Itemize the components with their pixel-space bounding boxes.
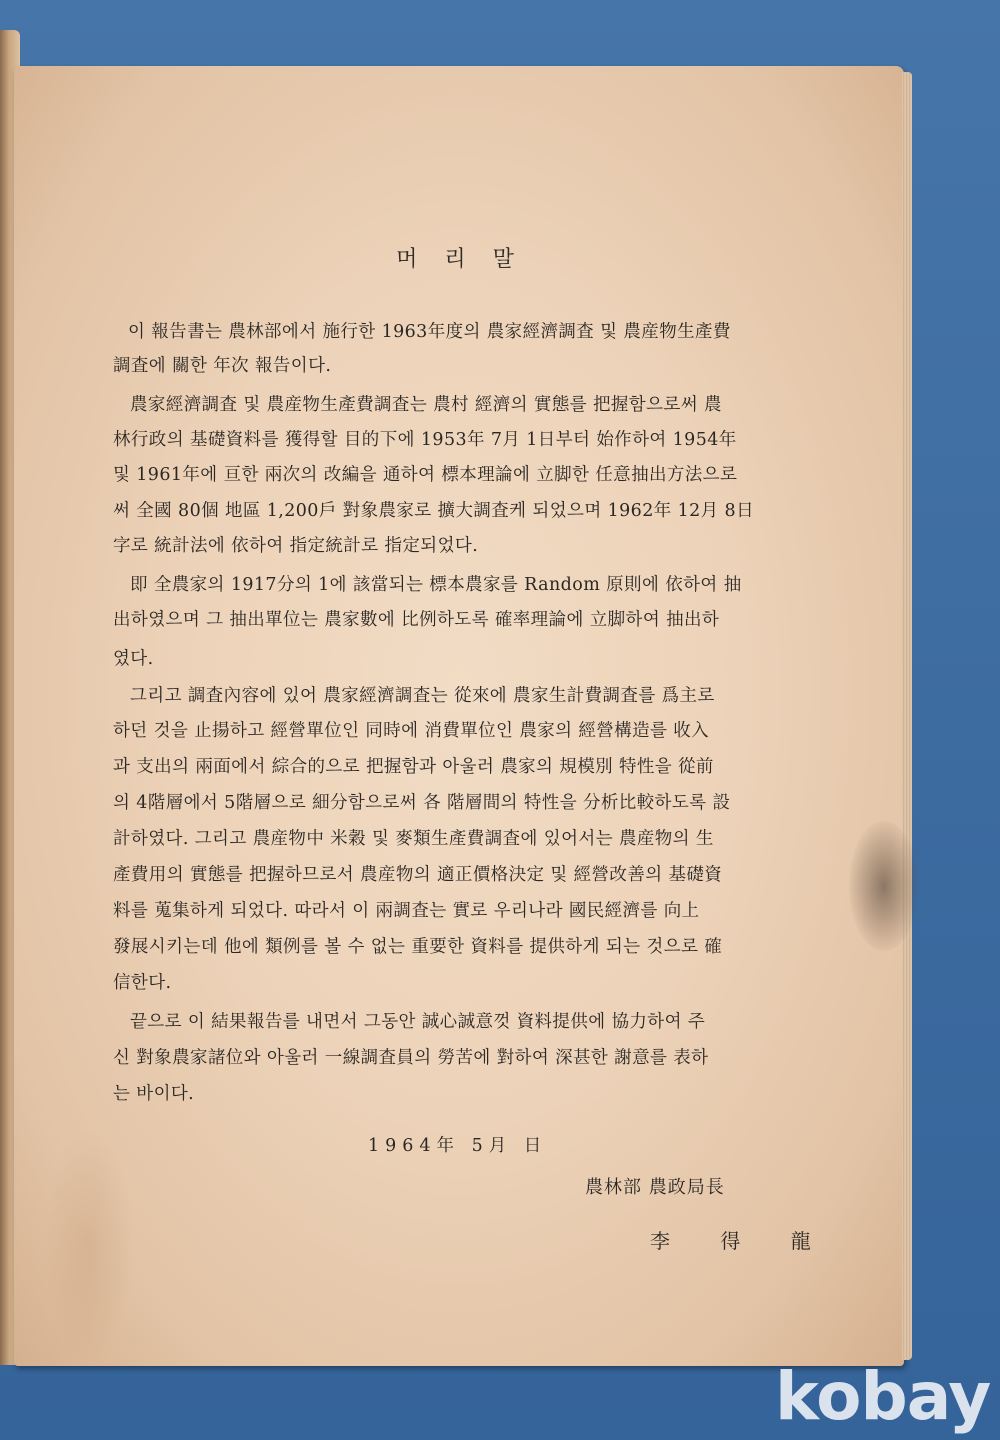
page-heading: 머 리 말 — [396, 247, 524, 272]
body-line: 그리고 調査內容에 있어 農家經濟調査는 從來에 農家生計費調査를 爲主로 — [130, 686, 715, 706]
body-line: 農家經濟調査 및 農産物生產費調査는 農村 經濟의 實態를 把握함으로써 農 — [130, 395, 722, 415]
office-title: 農林部 農政局長 — [585, 1177, 725, 1198]
body-line: 였다. — [113, 649, 154, 669]
body-line: 과 支出의 兩面에서 綜合的으로 把握함과 아울러 農家의 規模別 特性을 從前 — [113, 757, 714, 777]
body-line: 써 全國 80個 地區 1,200戶 對象農家로 擴大調査케 되었으며 1962年 12月 8日 — [113, 501, 754, 521]
body-line: 는 바이다. — [113, 1084, 195, 1104]
body-line: 調査에 關한 年次 報告이다. — [113, 356, 332, 376]
body-line: 하던 것을 止揚하고 經營單位인 同時에 消費單位인 農家의 經營構造를 收入 — [113, 721, 710, 741]
body-line: 出하였으며 그 抽出單位는 農家數에 比例하도록 確率理論에 立脚하여 抽出하 — [113, 610, 720, 630]
body-line: 의 4階層에서 5階層으로 細分함으로써 各 階層間의 特性을 分析比較하도록 設 — [113, 793, 731, 813]
date-line: 1964年 5月 日 — [368, 1136, 548, 1156]
kobay-watermark: kobay — [775, 1358, 991, 1435]
body-line: 即 全農家의 1917分의 1에 該當되는 標本農家를 Random 原則에 依하여 抽 — [130, 575, 742, 595]
body-line: 計하였다. 그리고 農産物中 米穀 및 麥類生產費調査에 있어서는 農産物의 生 — [113, 829, 714, 849]
body-line: 字로 統計法에 依하여 指定統計로 指定되었다. — [113, 536, 479, 556]
body-line: 林行政의 基礎資料를 獲得할 目的下에 1953年 7月 1日부터 始作하여 1954年 — [113, 430, 737, 450]
body-line: 끝으로 이 結果報告를 내면서 그동안 誠心誠意껏 資料提供에 協力하여 주 — [130, 1012, 706, 1032]
body-line: 신 對象農家諸位와 아울러 一線調査員의 勞苦에 對하여 深甚한 謝意를 表하 — [113, 1048, 709, 1068]
body-line: 產費用의 實態를 把握하므로서 農産物의 適正價格決定 및 經營改善의 基礎資 — [113, 865, 723, 885]
body-line: 이 報告書는 農林部에서 施行한 1963年度의 農家經濟調査 및 農産物生產費 — [128, 322, 731, 342]
body-line: 및 1961年에 亘한 兩次의 改編을 通하여 標本理論에 立脚한 任意抽出方法으로 — [113, 465, 738, 485]
body-line: 信한다. — [113, 973, 172, 993]
ink-smudge — [849, 821, 919, 951]
body-line: 發展시키는데 他에 類例를 볼 수 없는 重要한 資料를 提供하게 되는 것으로 確 — [113, 937, 723, 957]
body-line: 料를 蒐集하게 되었다. 따라서 이 兩調査는 實로 우리나라 國民經濟를 向上 — [113, 901, 700, 921]
paper-stain — [44, 1126, 134, 1366]
signatory-name: 李 得 龍 — [650, 1229, 833, 1253]
